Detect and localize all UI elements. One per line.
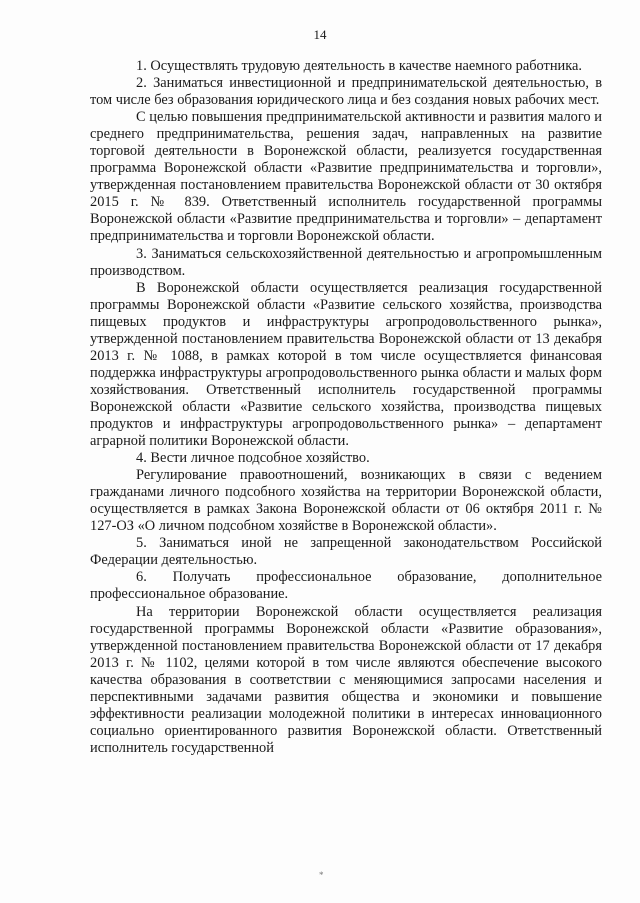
document-body (90, 58, 602, 757)
paragraph-item-6: 6. Получать профессиональное образование, дополнительное профессиональное образование. (90, 569, 602, 603)
paragraph-business-program: С целью повышения предпринимательской активности и развития малого и среднего предпринимательства, решения задач, направленных на развитие торговой деятельности в Воронежской области, реализуется государственная программа Воронежской области «Развитие предпринимательства и торговли», утвержденная постановлением правительства Воронежской области от 30 октября 2015 г. № 839. Ответственный исполнитель государственной программы Воронежской области «Развитие предпринимательства и торговли» – департамент предпринимательства и торговли Воронежской области. (90, 109, 602, 245)
page-number: 14 (313, 27, 327, 42)
paragraph-item-2: 2. Заниматься инвестиционной и предпринимательской деятельностью, в том числе без образования юридического лица и без создания новых рабочих мест. (90, 75, 602, 109)
paragraph-agriculture-program: В Воронежской области осуществляется реализация государственной программы Воронежской области «Развитие сельского хозяйства, производства пищевых продуктов и инфраструктуры агропродовольственного рынка», утвержденной постановлением правительства Воронежской области от 13 декабря 2013 г. № 1088, в рамках которой в том числе осуществляется финансовая поддержка инфраструктуры агропродовольственного рынка области и малых форм хозяйствования. Ответственный исполнитель государственной программы Воронежской области «Развитие сельского хозяйства, производства пищевых продуктов и инфраструктуры агропродовольственного рынка» – департамент аграрной политики Воронежской области. (90, 279, 602, 450)
paragraph-item-3: 3. Заниматься сельскохозяйственной деятельностью и агропромышленным производством. (90, 245, 602, 279)
paragraph-education-program: На территории Воронежской области осуществляется реализация государственной программы Воронежской области «Развитие образования», утвержденной постановлением правительства Воронежской области от 17 декабря 2013 г. № 1102, целями которой в том числе являются обеспечение высокого качества образования в соответствии с меняющимися запросами населения и перспективными задачами развития общества и экономики и повышение эффективности реализации молодежной политики в интересах инновационного социально ориентированного развития Воронежской области. Ответственный исполнитель государственной (90, 603, 602, 756)
paragraph-item-5: 5. Заниматься иной не запрещенной законодательством Российской Федерации деятельностью. (90, 535, 602, 569)
paragraph-item-4: 4. Вести личное подсобное хозяйство. (136, 450, 370, 467)
paragraph-item-1: 1. Осуществлять трудовую деятельность в качестве наемного работника. (136, 58, 583, 74)
scan-mark: * (319, 870, 324, 880)
paragraph-household-law: Регулирование правоотношений, возникающих в связи с ведением гражданами личного подсобного хозяйства на территории Воронежской области, осуществляется в рамках Закона Воронежской области от 06 октября 2011 г. № 127-ОЗ «О личном подсобном хозяйстве в Воронежской области». (90, 467, 602, 535)
